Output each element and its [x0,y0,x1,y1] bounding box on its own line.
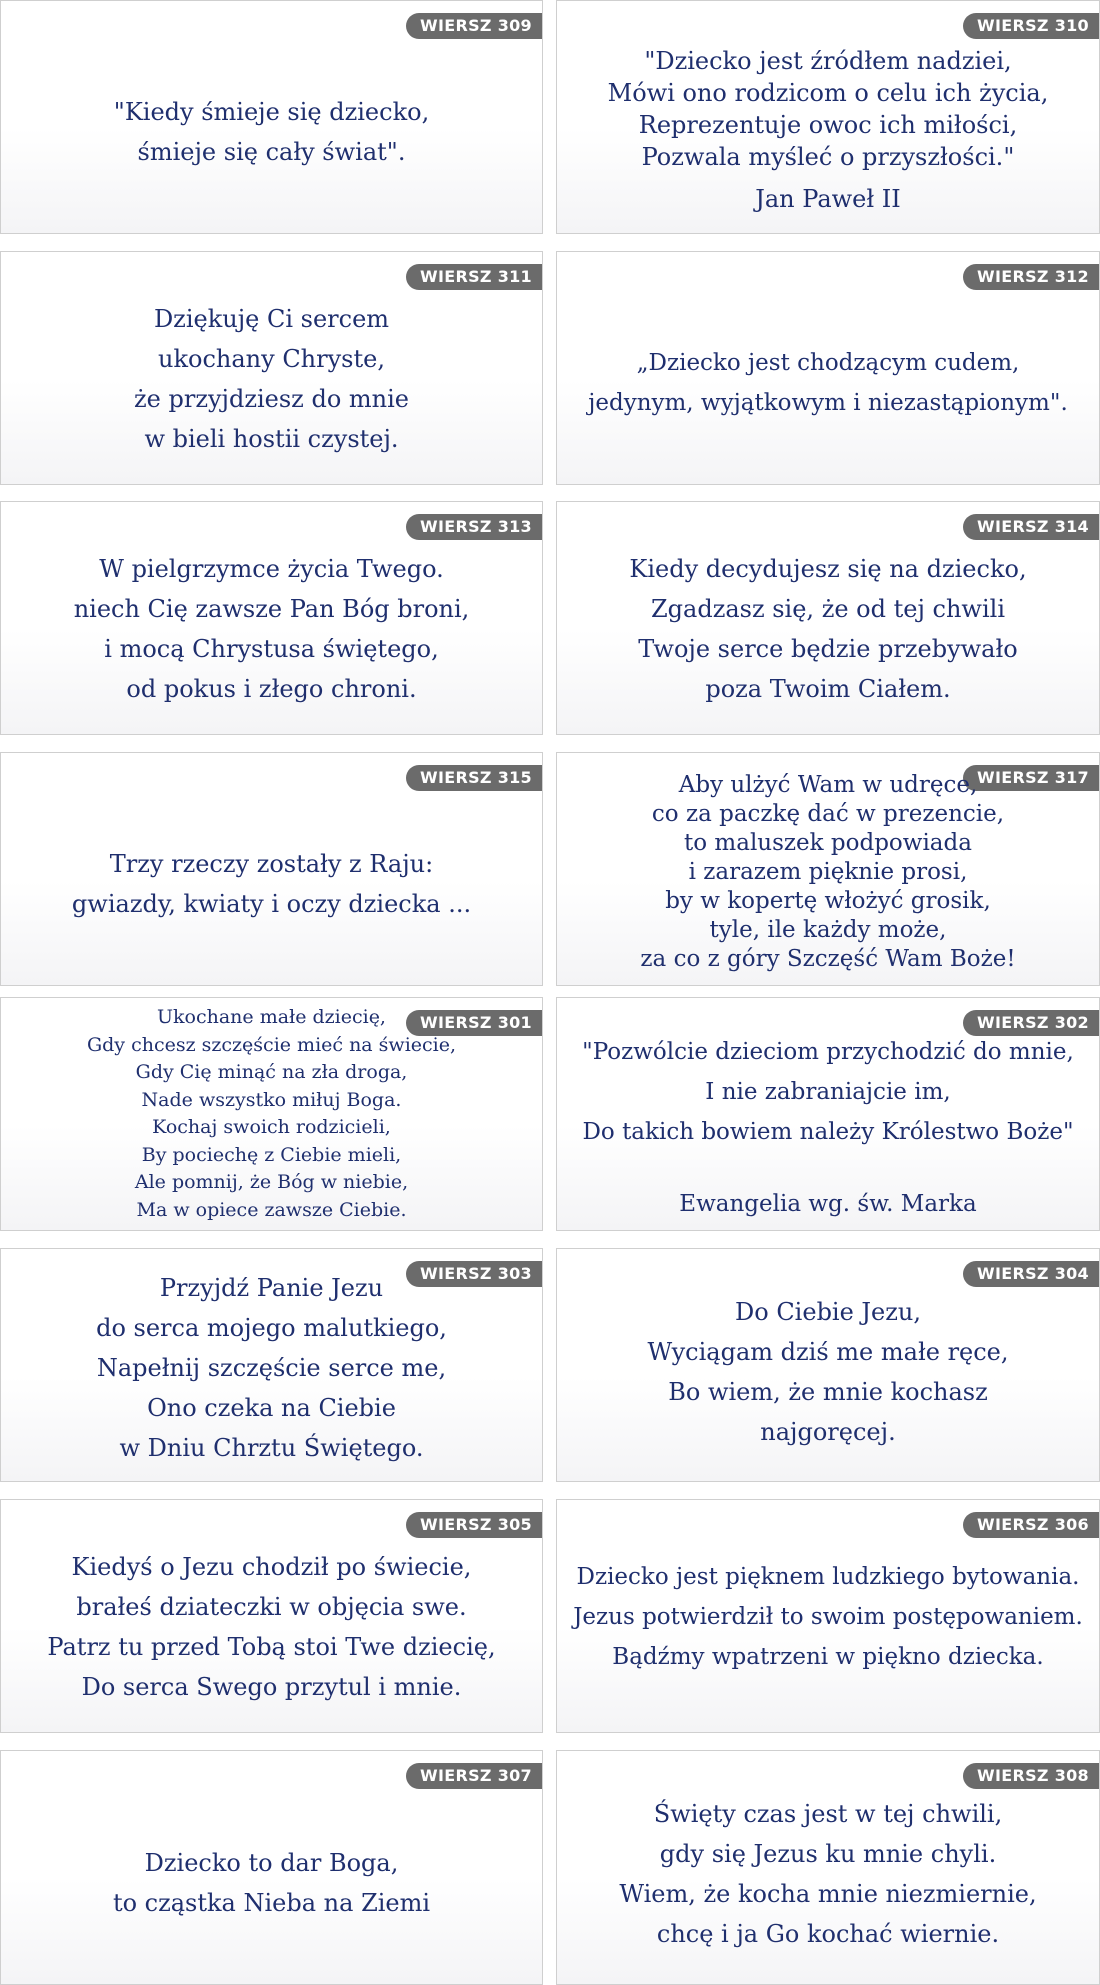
verse-card-313 [0,501,543,735]
verse-card-304 [556,1248,1100,1482]
verse-number-badge: WIERSZ 317 [963,765,1099,791]
verse-card-309 [0,0,543,234]
verse-line: Ukochane małe dziecię, [157,1006,386,1028]
verse-card-310 [556,0,1100,234]
verse-card-301 [0,997,543,1231]
verse-line: Do takich bowiem należy Królestwo Boże" [582,1119,1074,1145]
verse-author: Jan Paweł II [755,185,901,213]
verse-line: "Kiedy śmieje się dziecko, [113,98,430,126]
verse-number-badge: WIERSZ 313 [406,514,542,540]
verse-text [557,1775,1099,1972]
verse-card-315 [0,752,543,986]
verse-line: niech Cię zawsze Pan Bóg broni, [73,595,470,623]
verse-card-307 [0,1750,543,1985]
verse-line: Bądźmy wpatrzeni w piękno dziecka. [612,1644,1044,1670]
verse-text [557,771,1099,975]
verse-line: Ale pomnij, że Bóg w niebie, [134,1171,409,1193]
verse-text [1,783,542,985]
verse-line: Patrz tu przed Tobą stoi Twe dziecię, [47,1633,496,1661]
verse-line: Dziecko to dar Boga, [144,1848,399,1877]
verse-number-badge: WIERSZ 304 [963,1261,1099,1287]
verse-line: W pielgrzymce życia Twego. [99,555,444,583]
verse-text [1,31,542,233]
verse-line: Mówi ono rodzicom o celu ich życia, [607,79,1049,107]
verse-text [1,1781,542,1984]
verse-line: "Pozwólcie dzieciom przychodzić do mnie, [582,1039,1074,1065]
verse-card-317 [556,752,1100,986]
verse-text [557,1273,1099,1471]
verse-line: Reprezentuje owoc ich miłości, [638,111,1018,139]
verse-line: Ma w opiece zawsze Ciebie. [136,1198,407,1221]
verse-line: gdy się Jezus ku mnie chyli. [659,1839,997,1868]
verse-card-308 [556,1750,1100,1985]
verse-card-305 [0,1499,543,1733]
verse-line: Twoje serce będzie przebywało [638,635,1018,663]
verse-text [557,1032,1099,1224]
verse-line: Kochaj swoich rodzicieli, [152,1116,391,1138]
verse-number-badge: WIERSZ 315 [406,765,542,791]
verse-number-badge: WIERSZ 310 [963,13,1099,39]
verse-number-badge: WIERSZ 305 [406,1512,542,1538]
verse-line: Napełnij szczęście serce me, [96,1354,447,1382]
verse-line: gwiazdy, kwiaty i oczy dziecka ... [71,890,472,918]
verse-text [1,1530,542,1724]
verse-line: "Dziecko jest źródłem nadziei, [644,47,1012,75]
verse-text [1,532,542,726]
verse-card-302 [556,997,1100,1231]
verse-line: Ono czeka na Ciebie [147,1394,396,1422]
verse-text [1,1263,542,1473]
verse-number-badge: WIERSZ 302 [963,1010,1099,1036]
verse-line: Wiem, że kocha mnie niezmiernie, [619,1879,1037,1908]
verse-line: „Dziecko jest chodzącym cudem, [636,350,1020,376]
verse-line: By pociechę z Ciebie mieli, [141,1143,402,1166]
verse-line: Dziękuję Ci sercem [153,305,390,333]
verse-card-314 [556,501,1100,735]
verse-line: ukochany Chryste, [158,345,385,373]
verse-number-badge: WIERSZ 306 [963,1512,1099,1538]
verse-line: że przyjdziesz do mnie [134,385,409,413]
verse-line: brałeś dziateczki w objęcia swe. [76,1593,467,1621]
verse-card-303 [0,1248,543,1482]
verse-line: to cząstka Nieba na Ziemi [112,1888,431,1917]
verse-line: Gdy chcesz szczęście mieć na świecie, [86,1033,457,1056]
verse-line: I nie zabraniajcie im, [705,1079,951,1105]
verse-line: poza Twoim Ciałem. [705,675,951,703]
verse-line: za co z góry Szczęść Wam Boże! [640,946,1016,972]
verse-card-311 [0,251,543,485]
verse-line: Kiedyś o Jezu chodził po świecie, [71,1553,472,1581]
verse-number-badge: WIERSZ 309 [406,13,542,39]
verse-author: Ewangelia wg. św. Marka [679,1191,977,1217]
verse-line: Pozwala myśleć o przyszłości." [641,143,1015,171]
verse-line: w Dniu Chrztu Świętego. [119,1434,424,1462]
verse-line: Jezus potwierdził to swoim postępowaniem. [573,1604,1083,1630]
verse-number-badge: WIERSZ 314 [963,514,1099,540]
verse-line: Przyjdź Panie Jezu [159,1274,384,1302]
verse-number-badge: WIERSZ 311 [406,264,542,290]
verse-line: to maluszek podpowiada [684,830,972,856]
verse-line: Wyciągam dziś me małe ręce, [647,1338,1009,1366]
verse-text [557,532,1099,726]
verse-card-306 [556,1499,1100,1733]
verse-line: tyle, ile każdy może, [709,917,947,943]
verse-line: do serca mojego malutkiego, [96,1314,447,1342]
verse-line: Nade wszystko miłuj Boga. [141,1088,402,1111]
verse-line: w bieli hostii czystej. [144,425,399,453]
verse-line: Kiedy decydujesz się na dziecko, [629,555,1027,583]
verse-line: chcę i ja Go kochać wiernie. [656,1919,1000,1948]
verse-line: Bo wiem, że mnie kochasz [668,1378,988,1406]
verse-line: i mocą Chrystusa świętego, [104,635,439,663]
verse-text [1,282,542,476]
verse-line: Trzy rzeczy zostały z Raju: [109,850,434,878]
verse-number-badge: WIERSZ 303 [406,1261,542,1287]
verse-line: Święty czas jest w tej chwili, [653,1799,1003,1828]
verse-number-badge: WIERSZ 307 [406,1763,542,1789]
verse-line: śmieje się cały świat". [137,138,406,166]
verse-line: by w kopertę włożyć grosik, [665,888,991,914]
verse-line: jedynym, wyjątkowym i niezastąpionym". [588,390,1068,416]
verse-line: Do Ciebie Jezu, [735,1298,921,1326]
verse-text [557,1530,1099,1704]
verse-line: Dziecko jest pięknem ludzkiego bytowania. [576,1564,1080,1590]
verse-line: co za paczkę dać w prezencie, [651,801,1005,827]
verse-line: Aby ulżyć Wam w udręce, [678,772,978,798]
verse-line: Do serca Swego przytul i mnie. [81,1673,462,1701]
verse-line: najgoręcej. [760,1418,896,1446]
verse-line: Gdy Cię minąć na zła droga, [135,1061,408,1083]
verse-line: i zarazem pięknie prosi, [688,859,968,885]
verse-text [557,282,1099,484]
verse-number-badge: WIERSZ 301 [406,1010,542,1036]
verse-text [1,1004,542,1224]
verse-number-badge: WIERSZ 312 [963,264,1099,290]
verse-text [557,45,1099,215]
verse-line: od pokus i złego chroni. [126,675,417,703]
verse-card-312 [556,251,1100,485]
verse-number-badge: WIERSZ 308 [963,1763,1099,1789]
verse-line: Zgadzasz się, że od tej chwili [650,595,1005,623]
